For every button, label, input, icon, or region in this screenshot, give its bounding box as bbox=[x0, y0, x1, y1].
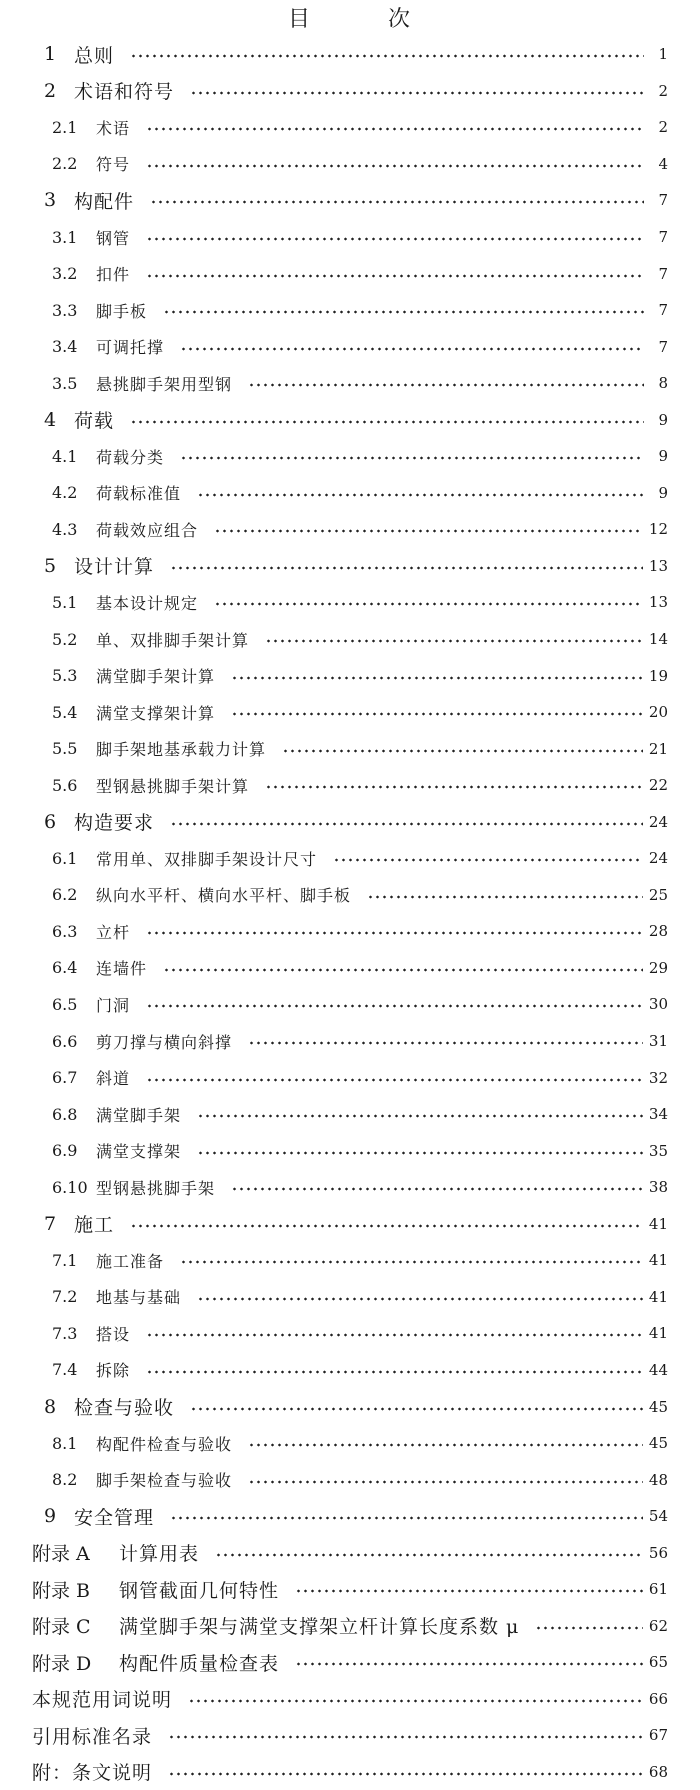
toc-entry-label: 基本设计规定 bbox=[96, 593, 199, 613]
dot-leader bbox=[146, 1333, 643, 1337]
toc-entry[interactable] bbox=[0, 438, 700, 475]
toc-entry-number: 5.4 bbox=[52, 702, 78, 722]
toc-entry-number: 6.2 bbox=[52, 885, 78, 905]
toc-entry-page: 32 bbox=[648, 1068, 668, 1087]
toc-entry-page: 62 bbox=[648, 1616, 668, 1635]
toc-entry-page: 54 bbox=[648, 1507, 668, 1526]
dot-leader bbox=[188, 1699, 643, 1703]
dot-leader bbox=[170, 566, 643, 570]
toc-entry-number: 9 bbox=[44, 1505, 57, 1528]
toc-entry-page: 38 bbox=[648, 1178, 668, 1197]
toc-entry[interactable] bbox=[0, 767, 700, 804]
toc-entry-label: 型钢悬挑脚手架计算 bbox=[96, 776, 250, 796]
toc-entry[interactable] bbox=[0, 1717, 700, 1754]
toc-entry-page: 8 bbox=[658, 374, 668, 393]
toc-entry-number: 2.2 bbox=[52, 154, 78, 174]
toc-entry[interactable] bbox=[0, 548, 700, 585]
dot-leader bbox=[190, 1407, 643, 1411]
toc-entry-number: 6.8 bbox=[52, 1104, 78, 1124]
dot-leader bbox=[248, 1480, 643, 1484]
toc-entry[interactable] bbox=[0, 475, 700, 512]
toc-entry-page: 44 bbox=[648, 1360, 668, 1379]
toc-entry-number: 附录 C bbox=[32, 1616, 91, 1639]
toc-entry-page: 68 bbox=[648, 1762, 668, 1781]
toc-entry-label: 满堂脚手架与满堂支撑架立杆计算长度系数 μ bbox=[119, 1616, 520, 1639]
toc-entry-number: 5.5 bbox=[52, 739, 78, 759]
toc-entry[interactable] bbox=[0, 109, 700, 146]
toc-entry-page: 7 bbox=[658, 264, 668, 283]
toc-entry-label: 门洞 bbox=[96, 995, 131, 1015]
toc-entry[interactable] bbox=[0, 255, 700, 292]
toc-entry-page: 41 bbox=[648, 1324, 668, 1343]
dot-leader bbox=[265, 785, 643, 789]
toc-entry[interactable] bbox=[0, 913, 700, 950]
toc-entry-page: 35 bbox=[648, 1141, 668, 1160]
toc-entry-page: 7 bbox=[658, 191, 668, 210]
toc-list bbox=[0, 36, 700, 1790]
toc-entry-page: 48 bbox=[648, 1470, 668, 1489]
toc-entry-number: 5.1 bbox=[52, 592, 78, 612]
toc-entry-number: 8 bbox=[44, 1395, 57, 1418]
toc-entry-number: 3.1 bbox=[52, 227, 78, 247]
toc-entry[interactable] bbox=[0, 840, 700, 877]
dot-leader bbox=[265, 639, 643, 643]
toc-entry-page: 31 bbox=[648, 1032, 668, 1051]
toc-entry-label: 设计计算 bbox=[74, 556, 155, 579]
toc-entry-number: 3.5 bbox=[52, 373, 78, 393]
dot-leader bbox=[146, 274, 644, 278]
dot-leader bbox=[333, 858, 643, 862]
toc-entry-label: 计算用表 bbox=[119, 1543, 200, 1566]
dot-leader bbox=[168, 1735, 643, 1739]
toc-entry-number: 4.3 bbox=[52, 519, 78, 539]
toc-entry-page: 19 bbox=[648, 666, 668, 685]
dot-leader bbox=[197, 1297, 643, 1301]
dot-leader bbox=[163, 968, 643, 972]
toc-entry[interactable] bbox=[0, 292, 700, 329]
toc-entry-number: 附录 D bbox=[32, 1652, 92, 1675]
toc-entry-number: 6.7 bbox=[52, 1068, 78, 1088]
toc-entry[interactable] bbox=[0, 1023, 700, 1060]
toc-entry[interactable] bbox=[0, 1242, 700, 1279]
toc-entry[interactable] bbox=[0, 73, 700, 110]
toc-entry[interactable] bbox=[0, 1425, 700, 1462]
dot-leader bbox=[535, 1626, 643, 1630]
toc-entry-page: 25 bbox=[648, 885, 668, 904]
toc-entry-number: 7.1 bbox=[52, 1250, 78, 1270]
toc-entry-label: 检查与验收 bbox=[74, 1397, 175, 1419]
toc-entry-number: 5.2 bbox=[52, 629, 78, 649]
toc-entry-page: 28 bbox=[648, 922, 668, 941]
toc-entry-page: 20 bbox=[648, 703, 668, 722]
toc-entry-label: 剪刀撑与横向斜撑 bbox=[96, 1032, 233, 1052]
toc-entry-number: 6.9 bbox=[52, 1141, 78, 1161]
toc-entry-label: 扣件 bbox=[96, 265, 131, 285]
toc-entry-number: 7.2 bbox=[52, 1287, 78, 1307]
toc-entry-label: 满堂支撑架计算 bbox=[96, 703, 216, 723]
toc-entry-number: 6.3 bbox=[52, 921, 78, 941]
toc-entry[interactable] bbox=[0, 1461, 700, 1498]
toc-entry-label: 常用单、双排脚手架设计尺寸 bbox=[96, 849, 318, 869]
toc-entry-page: 66 bbox=[648, 1689, 668, 1708]
toc-entry[interactable] bbox=[0, 584, 700, 621]
toc-entry-label: 连墙件 bbox=[96, 959, 148, 979]
toc-entry[interactable] bbox=[0, 328, 700, 365]
toc-entry[interactable] bbox=[0, 511, 700, 548]
toc-entry-label: 钢管 bbox=[96, 228, 131, 248]
toc-entry-number: 附录 B bbox=[32, 1579, 91, 1602]
toc-entry-number: 4.2 bbox=[52, 483, 78, 503]
toc-entry-label: 总则 bbox=[74, 44, 115, 67]
toc-entry-number: 8.2 bbox=[52, 1470, 78, 1490]
toc-entry-number: 8.1 bbox=[52, 1433, 78, 1453]
toc-entry[interactable] bbox=[0, 694, 700, 731]
toc-entry-label: 附：条文说明 bbox=[32, 1762, 153, 1785]
page-title bbox=[0, 2, 700, 33]
toc-entry[interactable] bbox=[0, 986, 700, 1023]
toc-entry-label: 纵向水平杆、横向水平杆、脚手板 bbox=[96, 886, 352, 906]
toc-entry[interactable] bbox=[0, 1279, 700, 1316]
toc-entry-label: 施工准备 bbox=[96, 1251, 165, 1271]
toc-entry-number: 6.10 bbox=[52, 1177, 88, 1197]
toc-entry-label: 立杆 bbox=[96, 922, 131, 942]
toc-entry-number: 2 bbox=[44, 79, 57, 102]
toc-entry-page: 9 bbox=[658, 447, 668, 466]
toc-entry-page: 14 bbox=[648, 630, 668, 649]
toc-entry-page: 9 bbox=[658, 483, 668, 502]
toc-entry[interactable] bbox=[0, 1754, 700, 1790]
toc-entry[interactable] bbox=[0, 1644, 700, 1681]
toc-entry-page: 67 bbox=[648, 1726, 668, 1745]
toc-entry-label: 满堂脚手架 bbox=[96, 1105, 182, 1125]
dot-leader bbox=[295, 1662, 643, 1666]
toc-entry-number: 7 bbox=[44, 1212, 57, 1235]
dot-leader bbox=[170, 822, 643, 826]
dot-leader bbox=[168, 1772, 643, 1776]
toc-entry-page: 65 bbox=[648, 1653, 668, 1672]
dot-leader bbox=[248, 383, 644, 387]
dot-leader bbox=[163, 310, 644, 314]
toc-entry-label: 构配件质量检查表 bbox=[119, 1652, 280, 1675]
toc-entry-number: 4 bbox=[44, 408, 57, 431]
toc-entry-label: 构配件 bbox=[74, 190, 135, 213]
toc-entry-page: 22 bbox=[648, 776, 668, 795]
toc-entry[interactable] bbox=[0, 950, 700, 987]
dot-leader bbox=[150, 200, 644, 204]
toc-entry[interactable] bbox=[0, 1608, 700, 1645]
toc-entry-label: 安全管理 bbox=[74, 1506, 155, 1529]
toc-entry-page: 61 bbox=[648, 1580, 668, 1599]
toc-entry[interactable] bbox=[0, 621, 700, 658]
toc-entry-label: 脚手板 bbox=[96, 301, 148, 321]
toc-entry[interactable] bbox=[0, 219, 700, 256]
toc-entry-label: 拆除 bbox=[96, 1361, 131, 1381]
toc-entry-page: 2 bbox=[658, 118, 668, 137]
toc-entry-label: 满堂支撑架 bbox=[96, 1142, 182, 1162]
dot-leader bbox=[197, 1114, 643, 1118]
toc-entry-page: 41 bbox=[648, 1251, 668, 1270]
toc-entry-page: 21 bbox=[648, 739, 668, 758]
title-char-1: 目 bbox=[287, 7, 312, 32]
toc-entry[interactable] bbox=[0, 182, 700, 219]
dot-leader bbox=[231, 676, 643, 680]
toc-entry-number: 5.6 bbox=[52, 775, 78, 795]
toc-entry[interactable] bbox=[0, 877, 700, 914]
toc-entry[interactable] bbox=[0, 1388, 700, 1425]
toc-entry-number: 4.1 bbox=[52, 446, 78, 466]
toc-entry-label: 可调托撑 bbox=[96, 338, 165, 358]
toc-entry-label: 满堂脚手架计算 bbox=[96, 667, 216, 687]
toc-entry-page: 7 bbox=[658, 301, 668, 320]
toc-entry-label: 术语 bbox=[96, 118, 131, 138]
toc-entry[interactable] bbox=[0, 1315, 700, 1352]
toc-entry[interactable] bbox=[0, 803, 700, 840]
toc-entry-page: 30 bbox=[648, 995, 668, 1014]
toc-entry[interactable] bbox=[0, 1169, 700, 1206]
toc-entry-page: 24 bbox=[648, 849, 668, 868]
toc-entry[interactable] bbox=[0, 1534, 700, 1571]
dot-leader bbox=[170, 1516, 643, 1520]
toc-entry-number: 6.4 bbox=[52, 958, 78, 978]
toc-entry-number: 3 bbox=[44, 189, 57, 212]
dot-leader bbox=[146, 164, 644, 168]
toc-entry-page: 45 bbox=[648, 1397, 668, 1416]
dot-leader bbox=[180, 456, 644, 460]
toc-entry[interactable] bbox=[0, 657, 700, 694]
dot-leader bbox=[248, 1443, 643, 1447]
toc-entry[interactable] bbox=[0, 1059, 700, 1096]
toc-entry-label: 术语和符号 bbox=[74, 81, 175, 104]
dot-leader bbox=[180, 1260, 643, 1264]
toc-entry-page: 41 bbox=[648, 1214, 668, 1233]
dot-leader bbox=[367, 895, 643, 899]
dot-leader bbox=[130, 1224, 643, 1228]
toc-entry-label: 荷载标准值 bbox=[96, 484, 182, 504]
toc-entry-page: 13 bbox=[648, 593, 668, 612]
toc-entry-label: 斜道 bbox=[96, 1069, 131, 1089]
dot-leader bbox=[130, 420, 644, 424]
toc-entry-page: 56 bbox=[648, 1543, 668, 1562]
toc-entry-number: 7.3 bbox=[52, 1323, 78, 1343]
toc-entry-label: 型钢悬挑脚手架 bbox=[96, 1178, 216, 1198]
dot-leader bbox=[146, 931, 643, 935]
toc-entry-label: 地基与基础 bbox=[96, 1288, 182, 1308]
toc-entry[interactable] bbox=[0, 1096, 700, 1133]
dot-leader bbox=[197, 493, 644, 497]
toc-entry-number: 6.5 bbox=[52, 994, 78, 1014]
toc-entry-number: 6.1 bbox=[52, 848, 78, 868]
toc-entry-label: 本规范用词说明 bbox=[32, 1689, 173, 1712]
dot-leader bbox=[248, 1041, 643, 1045]
toc-entry[interactable] bbox=[0, 1498, 700, 1535]
dot-leader bbox=[214, 529, 643, 533]
toc-entry-label: 施工 bbox=[74, 1214, 115, 1237]
toc-entry-number: 附录 A bbox=[32, 1543, 90, 1566]
dot-leader bbox=[146, 127, 644, 131]
toc-entry-page: 29 bbox=[648, 958, 668, 977]
toc-entry[interactable] bbox=[0, 1206, 700, 1243]
toc-entry-page: 2 bbox=[658, 81, 668, 100]
dot-leader bbox=[146, 1004, 643, 1008]
toc-entry-label: 荷载分类 bbox=[96, 447, 165, 467]
toc-entry-label: 荷载效应组合 bbox=[96, 520, 199, 540]
dot-leader bbox=[214, 602, 643, 606]
toc-entry-label: 荷载 bbox=[74, 410, 115, 433]
dot-leader bbox=[215, 1553, 643, 1557]
dot-leader bbox=[197, 1151, 643, 1155]
toc-entry[interactable] bbox=[0, 1681, 700, 1718]
title-char-2: 次 bbox=[388, 7, 413, 32]
toc-entry-page: 9 bbox=[658, 410, 668, 429]
toc-entry-page: 4 bbox=[658, 154, 668, 173]
toc-entry-number: 3.3 bbox=[52, 300, 78, 320]
dot-leader bbox=[231, 712, 643, 716]
toc-entry-number: 5 bbox=[44, 554, 57, 577]
toc-entry-label: 脚手架地基承载力计算 bbox=[96, 740, 267, 760]
toc-entry-label: 单、双排脚手架计算 bbox=[96, 630, 250, 650]
dot-leader bbox=[190, 91, 644, 95]
toc-entry[interactable] bbox=[0, 36, 700, 73]
toc-entry-number: 3.4 bbox=[52, 337, 78, 357]
toc-entry[interactable] bbox=[0, 1352, 700, 1389]
toc-entry-label: 钢管截面几何特性 bbox=[119, 1579, 280, 1602]
dot-leader bbox=[231, 1187, 643, 1191]
toc-entry-number: 6.6 bbox=[52, 1031, 78, 1051]
toc-entry[interactable] bbox=[0, 146, 700, 183]
toc-entry-page: 7 bbox=[658, 228, 668, 246]
toc-entry-number: 3.2 bbox=[52, 264, 78, 284]
toc-entry-page: 34 bbox=[648, 1105, 668, 1124]
toc-entry-page: 1 bbox=[658, 45, 668, 64]
toc-entry-label: 搭设 bbox=[96, 1324, 131, 1344]
toc-entry-label: 悬挑脚手架用型钢 bbox=[96, 374, 233, 394]
toc-entry-label: 构造要求 bbox=[74, 812, 155, 835]
toc-entry-number: 1 bbox=[44, 43, 57, 66]
toc-entry-label: 脚手架检查与验收 bbox=[96, 1471, 233, 1491]
dot-leader bbox=[180, 347, 644, 351]
toc-entry-page: 45 bbox=[648, 1434, 668, 1453]
toc-entry[interactable] bbox=[0, 401, 700, 438]
toc-entry[interactable] bbox=[0, 365, 700, 402]
dot-leader bbox=[146, 237, 644, 241]
dot-leader bbox=[146, 1370, 643, 1374]
toc-entry[interactable] bbox=[0, 730, 700, 767]
toc-entry-label: 引用标准名录 bbox=[32, 1725, 153, 1748]
toc-entry-page: 12 bbox=[648, 520, 668, 539]
toc-entry-label: 符号 bbox=[96, 155, 131, 175]
toc-entry-number: 5.3 bbox=[52, 666, 78, 686]
toc-entry-page: 24 bbox=[648, 812, 668, 831]
dot-leader bbox=[295, 1589, 643, 1593]
toc-entry-number: 7.4 bbox=[52, 1360, 78, 1380]
toc-entry-number: 6 bbox=[44, 810, 57, 833]
dot-leader bbox=[282, 749, 643, 753]
toc-entry-page: 13 bbox=[648, 556, 668, 575]
toc-entry[interactable] bbox=[0, 1571, 700, 1608]
toc-entry-number: 2.1 bbox=[52, 117, 78, 137]
toc-entry[interactable] bbox=[0, 1132, 700, 1169]
toc-entry-label: 构配件检查与验收 bbox=[96, 1434, 233, 1454]
toc-entry-page: 7 bbox=[658, 337, 668, 356]
toc-entry-page: 41 bbox=[648, 1287, 668, 1306]
dot-leader bbox=[146, 1078, 643, 1082]
dot-leader bbox=[130, 54, 644, 58]
